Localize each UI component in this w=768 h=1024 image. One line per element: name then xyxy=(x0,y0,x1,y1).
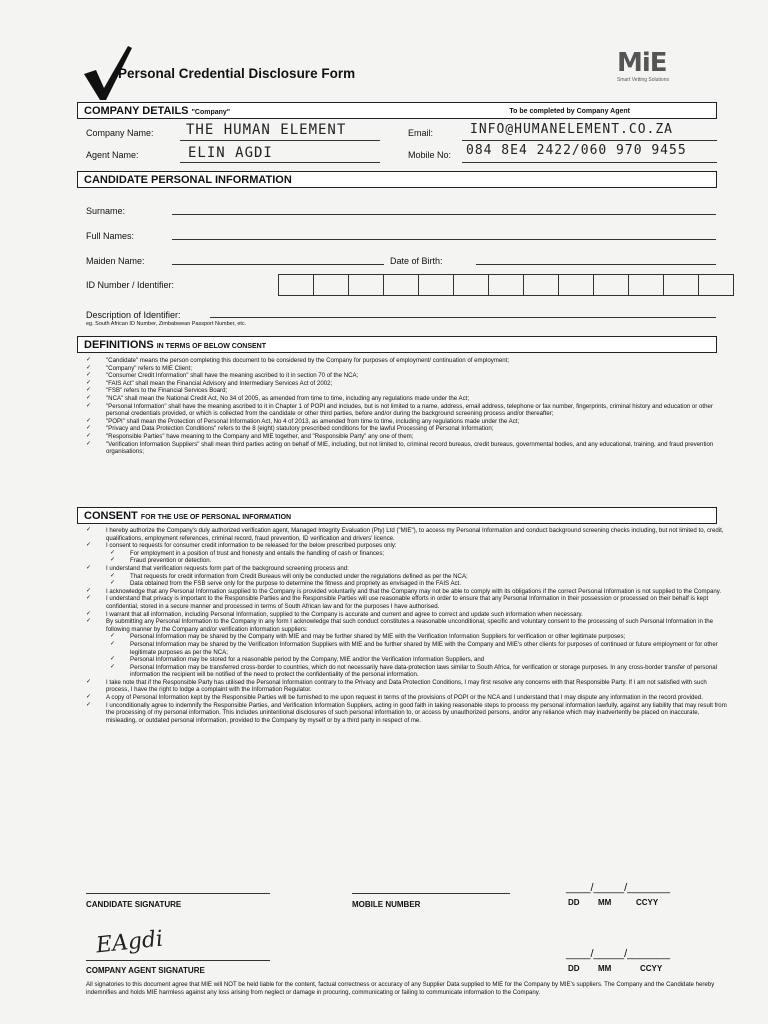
consent-item xyxy=(86,633,730,641)
definition-text: "Verification Information Suppliers" shall mean third parties acting on behalf of MIE, including, but not limited to, criminal record bureaus, credit bureaus, governmental bodies, and any educational, training, and fraud prevention organisations; xyxy=(106,440,714,456)
footer-disclaimer: All signatories to this document agree that MIE will NOT be held liable for the content, factual correctness or accuracy of any Supplier Data supplied to MIE for the Company by MIE's suppliers. The Company and the Candidate hereby indemnifies and holds MIE harmless against any loss arising from neglect or damage in procuring, communicating or failing to communicate information to the Company. xyxy=(86,981,715,996)
definition-text: "FSB" refers to the Financial Services Board; xyxy=(106,387,228,395)
consent-item xyxy=(86,580,730,588)
agent-date-field[interactable]: ____/_____/_______ xyxy=(566,948,670,960)
identifier-example-note: eg. South African ID Number, Zimbabwean Passport Number, etc. xyxy=(86,321,247,327)
section-title: COMPANY DETAILS xyxy=(84,105,189,117)
section-note: IN TERMS OF BELOW CONSENT xyxy=(156,343,267,350)
check-icon: ✓ xyxy=(86,372,92,379)
check-icon: ✓ xyxy=(110,580,116,587)
definition-item xyxy=(86,425,730,433)
section-note: FOR THE USE OF PERSONAL INFORMATION xyxy=(140,514,292,521)
check-icon: ✓ xyxy=(86,440,92,447)
mm-label: MM xyxy=(598,898,612,907)
consent-item xyxy=(86,611,730,619)
definition-item xyxy=(86,403,730,418)
mobile-line xyxy=(462,162,717,163)
consent-text: Personal Information may be shared by the Verification Information Suppliers with MIE and be further shared by MIE with the Company and MIE's other clients for purposes of continued or future employment or for other legitimate purposes as per the NCA; xyxy=(130,640,718,656)
consent-item xyxy=(86,694,730,702)
id-box[interactable] xyxy=(314,274,349,296)
check-icon: ✓ xyxy=(86,564,92,571)
id-box[interactable] xyxy=(559,274,594,296)
check-icon: ✓ xyxy=(86,357,92,363)
consent-text: Personal Information may be stored for a reasonable period by the Company, MIE and/or the Verification Information Suppliers, and xyxy=(130,656,485,664)
consent-text: Fraud prevention or detection. xyxy=(130,557,212,565)
check-icon: ✓ xyxy=(86,417,92,424)
company-details-heading xyxy=(77,102,717,119)
mie-logo xyxy=(617,50,669,83)
definition-item xyxy=(86,395,730,403)
consent-text: I acknowledge that any Personal Information supplied to the Company is provided voluntarily and that the Company may not be able to comply with its obligations if the correct Personal Information is not supplied to the Company. xyxy=(106,587,722,595)
ccyy-label: CCYY xyxy=(636,898,659,907)
check-icon: ✓ xyxy=(86,618,92,625)
consent-text: That requests for credit information from Credit Bureaus will only be conducted under the regulations defined as per the NCA; xyxy=(130,572,468,580)
check-icon: ✓ xyxy=(86,610,92,617)
logo-subtitle: Smart Vetting Solutions xyxy=(617,77,669,83)
dob-field[interactable] xyxy=(476,264,716,265)
definition-item xyxy=(86,387,730,395)
id-box[interactable] xyxy=(419,274,454,296)
logo-text: MiE xyxy=(617,48,667,78)
consent-item xyxy=(86,595,730,610)
consent-text: Personal Information may be transferred cross-border to countries, which do not necessarily have data-protection laws similar to South Africa, for verification or storage purposes. In any cross-border transfer of personal information the recipient will be notified of the need to protect the confidentiality of the personal information. xyxy=(130,663,717,679)
id-box[interactable] xyxy=(384,274,419,296)
definition-item xyxy=(86,433,730,441)
check-icon: ✓ xyxy=(86,587,92,594)
id-box[interactable] xyxy=(664,274,699,296)
agent-signature-label: COMPANY AGENT SIGNATURE xyxy=(86,966,205,975)
consent-text: I understand that privacy is important to the Responsible Parties and the Responsible Parties will use reasonable efforts in order to ensure that any Personal Information in their possession or processed on their behalf is kept confidential, stored in a secure manner and processed in terms of South African law and for the purposes I have authorised. xyxy=(106,595,709,610)
check-icon: ✓ xyxy=(86,379,92,386)
surname-field[interactable] xyxy=(172,214,716,215)
definition-item xyxy=(86,372,730,380)
consent-text: For employment in a position of trust and honesty and entails the handling of cash or finances; xyxy=(130,549,385,557)
agent-name-label: Agent Name: xyxy=(86,150,139,160)
check-icon: ✓ xyxy=(110,640,116,647)
check-icon: ✓ xyxy=(86,542,92,549)
definition-text: "Privacy and Data Protection Conditions" refers to the 8 (eight) statutory prescribed conditions for the lawful Processing of Personal Information; xyxy=(106,425,494,433)
definitions-heading xyxy=(77,336,717,353)
check-icon: ✓ xyxy=(86,387,92,394)
full-names-field[interactable] xyxy=(172,239,716,240)
agent-name-line xyxy=(180,162,380,163)
candidate-date-field[interactable]: ____/_____/_______ xyxy=(566,882,670,894)
agent-signature-field[interactable] xyxy=(86,960,270,961)
definition-text: "POPI" shall mean the Protection of Personal Information Act, No 4 of 2013, as amended from time to time, including any regulations made under the Act; xyxy=(106,417,520,425)
check-icon: ✓ xyxy=(86,527,92,533)
consent-text: I consent to requests for consumer credit information to be released for the below prescribed purposes only: xyxy=(106,542,397,550)
consent-text: A copy of Personal Information kept by the Responsible Parties will be furnished to me upon request in terms of the provisions of POPI or the NCA and I understand that I may dispute any information in the record provided. xyxy=(106,694,703,702)
check-icon: ✓ xyxy=(86,425,92,432)
consent-text: I take note that if the Responsible Party has utilised the Personal Information contrary to the Privacy and Data Protection Conditions, I may first resolve any concerns with that Responsible Party. If I am not satisfied with such process, I have the right to lodge a complaint with the Information Regulator. xyxy=(106,678,707,694)
consent-item xyxy=(86,679,730,694)
email-line xyxy=(462,140,717,141)
maiden-name-label: Maiden Name: xyxy=(86,256,145,266)
definition-item xyxy=(86,365,730,373)
id-box[interactable] xyxy=(524,274,559,296)
section-title: CANDIDATE PERSONAL INFORMATION xyxy=(84,174,292,186)
ccyy-label: CCYY xyxy=(640,964,663,973)
consent-text: Data obtained from the FSB serve only for the purpose to determine the fitness and propriety as envisaged in the FAIS Act. xyxy=(130,580,461,588)
consent-text: I warrant that all information, including Personal Information, supplied to the Company is accurate and current and agree to correct and update such information when necessary. xyxy=(106,610,583,618)
id-box[interactable] xyxy=(454,274,489,296)
id-number-label: ID Number / Identifier: xyxy=(86,280,175,290)
consent-item xyxy=(86,618,730,633)
check-icon: ✓ xyxy=(110,656,116,663)
consent-heading xyxy=(77,507,717,524)
id-box[interactable] xyxy=(349,274,384,296)
check-icon: ✓ xyxy=(110,633,116,640)
agent-note: To be completed by Company Agent xyxy=(509,108,630,115)
email-value[interactable]: INFO@HUMANELEMENT.CO.ZA xyxy=(470,122,674,137)
check-icon: ✓ xyxy=(86,595,92,602)
dd-label: DD xyxy=(568,964,580,973)
mobile-number-field[interactable] xyxy=(352,893,510,894)
consent-item xyxy=(86,656,730,664)
definition-text: "Personal Information" shall have the meaning ascribed to it in Chapter 1 of POPI and includes, but is not limited to a name, address, email address, telephone or fax number, fingerprints, criminal history and education or other personal credentials provided, or which is collected from the candidate or other third parties, before and/or during the background screening process and/or thereafter; xyxy=(106,402,713,418)
consent-item xyxy=(86,664,730,679)
definition-text: "Company" refers to MIE Client; xyxy=(106,364,192,372)
consent-item xyxy=(86,588,730,596)
id-box[interactable] xyxy=(629,274,664,296)
candidate-info-heading xyxy=(77,171,717,188)
consent-list xyxy=(86,527,730,724)
agent-signature: EAgdi xyxy=(94,926,165,959)
check-icon: ✓ xyxy=(110,549,116,556)
full-names-label: Full Names: xyxy=(86,231,135,241)
id-box[interactable] xyxy=(489,274,524,296)
definition-text: "Consumer Credit Information" shall have the meaning ascribed to it in section 70 of the NCA; xyxy=(106,372,359,380)
check-icon: ✓ xyxy=(86,432,92,439)
email-label: Email: xyxy=(408,128,434,138)
definition-item xyxy=(86,357,730,365)
section-note: "Company" xyxy=(191,109,231,116)
definition-text: "Candidate" means the person completing this document to be considered by the Company for purposes of employment/ continuation of employment; xyxy=(106,357,510,364)
mobile-label: Mobile No: xyxy=(408,150,452,160)
check-icon: ✓ xyxy=(110,663,116,670)
candidate-signature-label: CANDIDATE SIGNATURE xyxy=(86,900,182,909)
consent-item xyxy=(86,542,730,550)
consent-text: I unconditionally agree to indemnify the Responsible Parties, and Verification Information Suppliers, acting in good faith in taking reasonable steps to process my personal information lawfully, against any liability that may result from the processing of my personal information. This includes unintentional disclosures of such personal information to, or access by unauthorized persons, and/or any reliance which may inadvertently be placed on inaccurate, misleading, or outdated personal information, provided to the Company by myself or by a third party in respect of me. xyxy=(106,701,727,724)
identifier-description-label: Description of Identifier: xyxy=(86,310,181,320)
company-name-line xyxy=(180,140,380,141)
definition-text: "NCA" shall mean the National Credit Act, No 34 of 2005, as amended from time to time, including any regulations made under the Act; xyxy=(106,394,470,402)
definition-item xyxy=(86,380,730,388)
id-box[interactable] xyxy=(594,274,629,296)
form-title: Personal Credential Disclosure Form xyxy=(118,66,356,81)
check-icon: ✓ xyxy=(86,701,92,708)
check-icon: ✓ xyxy=(110,557,116,564)
check-icon: ✓ xyxy=(86,402,92,409)
consent-text: I hereby authorize the Company's duly authorized verification agent, Managed Integrity Evaluation (Pty) Ltd ("MIE"), to access my Personal Information and conduct background screening checks including, but not limited to, credit, qualifications, employment references, criminal record, fraud prevention, ID verification and drivers' licence. xyxy=(106,527,724,542)
consent-text: Personal Information may be shared by the Company with MIE and may be further shared by MIE with the Verification Information Suppliers for verification or other legitimate purposes; xyxy=(130,633,626,641)
id-number-boxes[interactable] xyxy=(278,274,734,296)
check-icon: ✓ xyxy=(86,394,92,401)
identifier-description-field[interactable] xyxy=(210,317,716,318)
section-title: DEFINITIONS xyxy=(84,339,154,351)
mm-label: MM xyxy=(598,964,612,973)
agent-name-value[interactable]: ELIN AGDI xyxy=(188,145,273,161)
section-title: CONSENT xyxy=(84,510,138,522)
check-icon: ✓ xyxy=(86,694,92,701)
mobile-number-label: MOBILE NUMBER xyxy=(352,900,421,909)
consent-item xyxy=(86,565,730,573)
consent-item xyxy=(86,641,730,656)
definitions-list xyxy=(86,357,730,456)
consent-item xyxy=(86,573,730,581)
surname-label: Surname: xyxy=(86,206,126,216)
consent-item xyxy=(86,550,730,558)
dd-label: DD xyxy=(568,898,580,907)
candidate-signature-field[interactable] xyxy=(86,893,270,894)
definition-item xyxy=(86,441,730,456)
maiden-name-field[interactable] xyxy=(172,264,384,265)
consent-item xyxy=(86,557,730,565)
id-box[interactable] xyxy=(278,274,314,296)
check-icon: ✓ xyxy=(86,678,92,685)
company-name-value[interactable]: THE HUMAN ELEMENT xyxy=(186,122,347,138)
consent-item xyxy=(86,702,730,725)
check-icon: ✓ xyxy=(86,364,92,371)
mobile-value[interactable]: 084 8E4 2422/060 970 9455 xyxy=(466,143,687,158)
check-icon: ✓ xyxy=(110,572,116,579)
dob-label: Date of Birth: xyxy=(390,256,443,266)
definition-text: "FAIS Act" shall mean the Financial Advisory and Intermediary Services Act of 2002; xyxy=(106,379,333,387)
company-name-label: Company Name: xyxy=(86,128,154,138)
consent-text: By submitting any Personal Information to the Company in any form I acknowledge that such conduct constitutes a reasonable unconditional, specific and voluntary consent to the processing of such Personal Information in the following manner by the Company and/or verification information suppliers: xyxy=(106,618,714,633)
consent-text: I understand that verification requests form part of the background screening process and: xyxy=(106,564,349,572)
definition-text: "Responsible Parties" have meaning to the Company and MIE together, and "Responsible Party" any one of them; xyxy=(106,432,414,440)
id-box[interactable] xyxy=(699,274,734,296)
definition-item xyxy=(86,418,730,426)
consent-item xyxy=(86,527,730,542)
